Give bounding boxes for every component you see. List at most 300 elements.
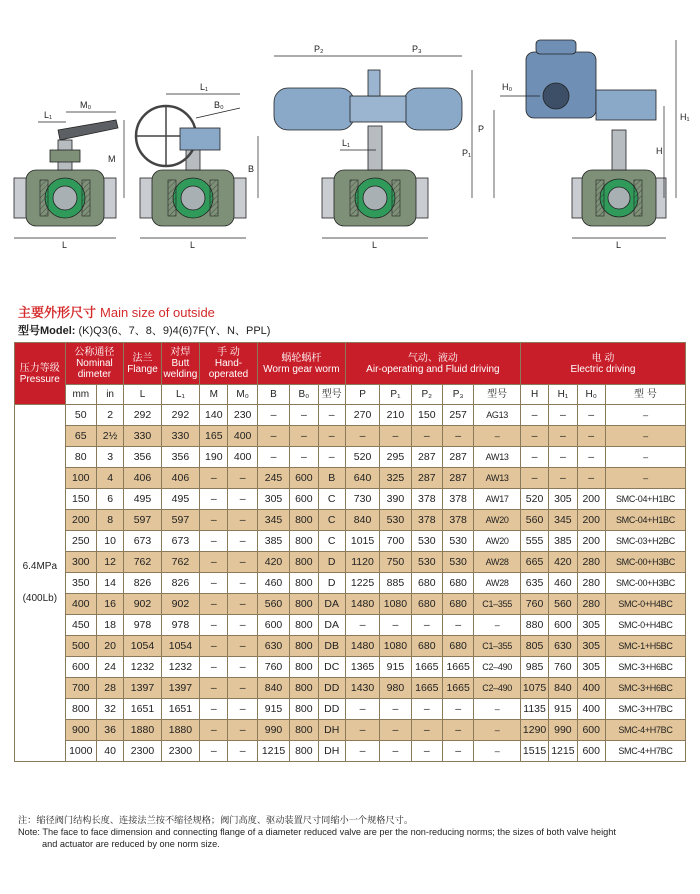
table-cell: C2–490 — [474, 657, 521, 678]
table-cell: 730 — [345, 489, 379, 510]
table-cell: 305 — [577, 615, 605, 636]
table-cell: – — [345, 741, 379, 762]
header-nominal: 公称通径 Nominal dimeter — [65, 343, 124, 385]
table-cell: SMC-0+H4BC — [605, 594, 685, 615]
table-cell: 80 — [65, 447, 96, 468]
header-pressure: 压力等级 Pressure — [15, 343, 66, 405]
table-cell: 800 — [290, 531, 318, 552]
fig4-dim-L: L — [616, 240, 622, 250]
table-cell: – — [345, 426, 379, 447]
table-cell: 1651 — [124, 699, 161, 720]
table-cell: – — [318, 405, 345, 426]
table-cell: 450 — [65, 615, 96, 636]
table-cell: 800 — [290, 699, 318, 720]
table-row — [15, 678, 686, 699]
table-cell: 826 — [161, 573, 199, 594]
table-cell: DD — [318, 678, 345, 699]
table-cell: 378 — [442, 489, 473, 510]
table-cell: 1651 — [161, 699, 199, 720]
table-cell: 18 — [96, 615, 123, 636]
table-cell: – — [411, 426, 442, 447]
subheader-cell: L₁ — [161, 385, 199, 405]
table-cell: 330 — [124, 426, 161, 447]
table-cell: 200 — [577, 489, 605, 510]
table-cell: – — [228, 531, 257, 552]
table-cell: 1120 — [345, 552, 379, 573]
fig1-dim-M0: M₀ — [80, 100, 92, 110]
note-en-1: Note: The face to face dimension and connecting flange of a diameter reduced valve are per the non-reducing norms; the sizes of both valve height — [18, 827, 616, 837]
table-cell: 287 — [442, 468, 473, 489]
fig2-dim-B: B — [248, 164, 255, 174]
figure-pneumatic — [274, 44, 494, 250]
table-cell: DA — [318, 594, 345, 615]
table-cell: 2 — [96, 405, 123, 426]
table-cell: 1080 — [380, 636, 411, 657]
table-cell: 10 — [96, 531, 123, 552]
table-cell: SMC-3+H6BC — [605, 657, 685, 678]
table-cell: 250 — [65, 531, 96, 552]
table-cell: – — [380, 615, 411, 636]
table-cell: – — [200, 720, 228, 741]
table-cell: 295 — [380, 447, 411, 468]
table-cell: 1480 — [345, 636, 379, 657]
table-cell: 385 — [257, 531, 289, 552]
table-cell: 640 — [345, 468, 379, 489]
table-cell: 390 — [380, 489, 411, 510]
table-cell: – — [318, 447, 345, 468]
fig1-dim-L: L — [62, 240, 68, 250]
table-cell: 287 — [411, 447, 442, 468]
table-cell: 990 — [549, 720, 577, 741]
table-cell: 555 — [520, 531, 548, 552]
table-cell: – — [345, 699, 379, 720]
pressure-lb: (400Lb) — [22, 593, 58, 604]
table-cell: – — [605, 447, 685, 468]
table-cell: 2300 — [124, 741, 161, 762]
table-cell: SMC-3+H6BC — [605, 678, 685, 699]
table-cell: – — [318, 426, 345, 447]
table-cell: 345 — [549, 510, 577, 531]
table-cell: 1000 — [65, 741, 96, 762]
table-cell: C1–355 — [474, 594, 521, 615]
table-cell: – — [380, 741, 411, 762]
table-cell: DA — [318, 615, 345, 636]
table-cell: 495 — [124, 489, 161, 510]
table-cell: 597 — [161, 510, 199, 531]
table-cell: 1665 — [411, 657, 442, 678]
table-cell: 1232 — [161, 657, 199, 678]
table-cell: – — [257, 426, 289, 447]
table-cell: 140 — [200, 405, 228, 426]
table-cell: 24 — [96, 657, 123, 678]
table-cell: 2300 — [161, 741, 199, 762]
table-cell: SMC-04+H1BC — [605, 489, 685, 510]
table-cell: 406 — [124, 468, 161, 489]
table-row — [15, 468, 686, 489]
size-table — [14, 342, 686, 762]
table-cell: 400 — [65, 594, 96, 615]
subheader-cell: P₁ — [380, 385, 411, 405]
table-cell: 1054 — [161, 636, 199, 657]
table-cell: 530 — [411, 531, 442, 552]
table-cell: 1225 — [345, 573, 379, 594]
table-cell: 840 — [257, 678, 289, 699]
table-cell: 305 — [549, 489, 577, 510]
table-cell: AW13 — [474, 468, 521, 489]
table-cell: 3 — [96, 447, 123, 468]
table-cell: – — [228, 573, 257, 594]
table-row — [15, 636, 686, 657]
table-cell: – — [345, 615, 379, 636]
subheader-cell: L — [124, 385, 161, 405]
table-cell: 420 — [257, 552, 289, 573]
table-cell: 150 — [65, 489, 96, 510]
table-cell: 560 — [520, 510, 548, 531]
table-row — [15, 510, 686, 531]
table-cell: SMC-00+H3BC — [605, 573, 685, 594]
fig4-dim-H: H — [656, 146, 663, 156]
table-row — [15, 594, 686, 615]
table-cell: 635 — [520, 573, 548, 594]
table-cell: 6 — [96, 489, 123, 510]
table-cell: 680 — [442, 636, 473, 657]
table-cell: – — [577, 426, 605, 447]
figure-hand-operated — [14, 100, 124, 250]
table-cell: 600 — [549, 615, 577, 636]
table-cell: 292 — [124, 405, 161, 426]
table-cell: 400 — [228, 447, 257, 468]
table-cell: 665 — [520, 552, 548, 573]
table-row — [15, 720, 686, 741]
table-cell: – — [605, 426, 685, 447]
table-cell: D — [318, 573, 345, 594]
fig2-dim-L: L — [190, 240, 196, 250]
table-cell: 800 — [290, 657, 318, 678]
table-cell: C1–355 — [474, 636, 521, 657]
table-cell: 1397 — [124, 678, 161, 699]
table-cell: 1880 — [161, 720, 199, 741]
subheader-cell: 型号 — [318, 385, 345, 405]
table-cell: 840 — [345, 510, 379, 531]
table-cell: – — [200, 573, 228, 594]
fig2-dim-L1: L₁ — [200, 82, 209, 92]
fig4-dim-H1: H₁ — [680, 112, 690, 122]
table-cell: 1215 — [257, 741, 289, 762]
table-cell: 1215 — [549, 741, 577, 762]
table-cell: 1365 — [345, 657, 379, 678]
table-cell: 32 — [96, 699, 123, 720]
table-cell: – — [228, 489, 257, 510]
table-cell: 530 — [442, 531, 473, 552]
table-cell: – — [474, 699, 521, 720]
table-cell: 65 — [65, 426, 96, 447]
table-cell: 800 — [290, 720, 318, 741]
table-cell: 1880 — [124, 720, 161, 741]
subheader-cell: 型号 — [474, 385, 521, 405]
table-cell: – — [411, 741, 442, 762]
table-cell: – — [345, 720, 379, 741]
table-cell: – — [474, 615, 521, 636]
subheader-cell: P₂ — [411, 385, 442, 405]
table-cell: – — [290, 447, 318, 468]
table-cell: 40 — [96, 741, 123, 762]
table-cell: – — [577, 405, 605, 426]
subheader-cell: M₀ — [228, 385, 257, 405]
table-cell: 190 — [200, 447, 228, 468]
model-line — [18, 322, 270, 338]
table-cell: – — [200, 615, 228, 636]
table-cell: 280 — [577, 594, 605, 615]
table-cell: – — [474, 426, 521, 447]
fig1-dim-M: M — [108, 154, 116, 164]
table-cell: 560 — [549, 594, 577, 615]
table-cell: 680 — [411, 573, 442, 594]
table-cell: 280 — [577, 552, 605, 573]
subheader-cell: mm — [65, 385, 96, 405]
table-cell: 14 — [96, 573, 123, 594]
table-cell: 356 — [124, 447, 161, 468]
table-cell: 8 — [96, 510, 123, 531]
subheader-cell: 型 号 — [605, 385, 685, 405]
table-cell: SMC-03+H2BC — [605, 531, 685, 552]
subheader-cell: P₃ — [442, 385, 473, 405]
table-row — [15, 489, 686, 510]
table-cell: 210 — [380, 405, 411, 426]
table-cell: DH — [318, 741, 345, 762]
table-cell: 630 — [549, 636, 577, 657]
table-cell: – — [442, 615, 473, 636]
table-cell: SMC-04+H1BC — [605, 510, 685, 531]
table-cell: – — [520, 447, 548, 468]
table-cell: – — [411, 615, 442, 636]
table-row — [15, 552, 686, 573]
table-cell: SMC-4+H7BC — [605, 720, 685, 741]
pressure-cell — [15, 405, 66, 762]
subheader-cell: M — [200, 385, 228, 405]
table-cell: C2–490 — [474, 678, 521, 699]
fig3-dim-L1: L₁ — [342, 138, 351, 148]
table-cell: – — [200, 657, 228, 678]
table-cell: 560 — [257, 594, 289, 615]
table-cell: 760 — [549, 657, 577, 678]
table-cell: 800 — [290, 552, 318, 573]
header-air-fluid: 气动、液动 Air-operating and Fluid driving — [345, 343, 520, 385]
table-cell: 680 — [411, 636, 442, 657]
table-cell: 762 — [124, 552, 161, 573]
table-cell: 530 — [442, 552, 473, 573]
table-cell: – — [474, 720, 521, 741]
subheader-cell: H₀ — [577, 385, 605, 405]
table-cell: 902 — [124, 594, 161, 615]
table-cell: 420 — [549, 552, 577, 573]
header-electric: 电 动 Electric driving — [520, 343, 685, 385]
fig2-dim-B0: B₀ — [214, 100, 224, 110]
model-value: (K)Q3(6、7、8、9)4(6)7F(Y、N、PPL) — [78, 325, 271, 337]
table-cell: – — [200, 531, 228, 552]
model-label: 型号Model: — [18, 325, 76, 337]
table-cell: 230 — [228, 405, 257, 426]
table-cell: 36 — [96, 720, 123, 741]
table-cell: 1480 — [345, 594, 379, 615]
table-cell: – — [474, 741, 521, 762]
table-cell: 200 — [577, 531, 605, 552]
table-cell: 600 — [290, 489, 318, 510]
table-cell: 1430 — [345, 678, 379, 699]
table-row — [15, 426, 686, 447]
table-row — [15, 741, 686, 762]
table-cell: 800 — [290, 615, 318, 636]
fig1-dim-L1: L₁ — [44, 110, 53, 120]
table-cell: 200 — [65, 510, 96, 531]
table-cell: 305 — [257, 489, 289, 510]
table-cell: – — [605, 405, 685, 426]
table-cell: – — [442, 720, 473, 741]
table-cell: 1054 — [124, 636, 161, 657]
table-cell: – — [605, 468, 685, 489]
table-cell: 800 — [290, 510, 318, 531]
table-cell: – — [228, 720, 257, 741]
table-row — [15, 573, 686, 594]
table-cell: – — [520, 405, 548, 426]
fig3-dim-P1: P₁ — [462, 148, 472, 158]
table-cell: – — [200, 468, 228, 489]
table-row — [15, 447, 686, 468]
table-cell: – — [228, 468, 257, 489]
table-cell: 287 — [411, 468, 442, 489]
table-cell: 378 — [442, 510, 473, 531]
section-title — [18, 302, 215, 321]
table-cell: 885 — [380, 573, 411, 594]
table-cell: – — [442, 741, 473, 762]
table-cell: 985 — [520, 657, 548, 678]
table-cell: – — [228, 741, 257, 762]
table-cell: – — [549, 426, 577, 447]
table-cell: 378 — [411, 510, 442, 531]
table-cell: 12 — [96, 552, 123, 573]
table-cell: 673 — [161, 531, 199, 552]
table-cell: 520 — [520, 489, 548, 510]
table-cell: 760 — [520, 594, 548, 615]
table-body — [15, 405, 686, 762]
table-cell: 530 — [411, 552, 442, 573]
fig3-dim-P: P — [478, 124, 485, 134]
fig3-dim-P2: P₂ — [314, 44, 324, 54]
table-cell: – — [520, 426, 548, 447]
table-cell: 900 — [65, 720, 96, 741]
table-cell: 1135 — [520, 699, 548, 720]
table-cell: 800 — [65, 699, 96, 720]
table-cell: 200 — [577, 510, 605, 531]
table-cell: 1665 — [411, 678, 442, 699]
table-cell: SMC-4+H7BC — [605, 741, 685, 762]
subheader-cell: B — [257, 385, 289, 405]
table-cell: 600 — [65, 657, 96, 678]
header-flange: 法兰 Flange — [124, 343, 161, 385]
table-cell: 325 — [380, 468, 411, 489]
table-cell: 680 — [411, 594, 442, 615]
table-cell: 600 — [257, 615, 289, 636]
table-cell: 1015 — [345, 531, 379, 552]
table-cell: 270 — [345, 405, 379, 426]
table-cell: – — [442, 699, 473, 720]
table-cell: SMC-00+H3BC — [605, 552, 685, 573]
table-cell: – — [228, 594, 257, 615]
table-cell: 915 — [257, 699, 289, 720]
table-cell: 20 — [96, 636, 123, 657]
table-cell: 245 — [257, 468, 289, 489]
table-cell: 750 — [380, 552, 411, 573]
table-cell: – — [442, 426, 473, 447]
table-cell: – — [380, 699, 411, 720]
table-cell: 1665 — [442, 678, 473, 699]
table-cell: 300 — [65, 552, 96, 573]
table-cell: 600 — [577, 741, 605, 762]
table-row — [15, 615, 686, 636]
subheader-cell: H — [520, 385, 548, 405]
fig3-dim-L: L — [372, 240, 378, 250]
table-cell: 978 — [124, 615, 161, 636]
table-cell: – — [257, 447, 289, 468]
table-cell: – — [257, 405, 289, 426]
table-cell: 385 — [549, 531, 577, 552]
table-cell: – — [380, 720, 411, 741]
table-cell: 460 — [549, 573, 577, 594]
table-cell: 762 — [161, 552, 199, 573]
table-cell: 597 — [124, 510, 161, 531]
figure-electric — [500, 40, 690, 250]
notes — [18, 814, 688, 850]
table-cell: 305 — [577, 657, 605, 678]
table-cell: 800 — [290, 741, 318, 762]
table-cell: 16 — [96, 594, 123, 615]
table-cell: 800 — [290, 573, 318, 594]
table-cell: 2½ — [96, 426, 123, 447]
table-cell: SMC-0+H4BC — [605, 615, 685, 636]
table-cell: 800 — [290, 636, 318, 657]
table-cell: 915 — [549, 699, 577, 720]
table-cell: AG13 — [474, 405, 521, 426]
table-cell: – — [290, 426, 318, 447]
note-en-2: and actuator are reduced by one norm size. — [42, 839, 220, 849]
table-cell: 805 — [520, 636, 548, 657]
table-cell: – — [228, 657, 257, 678]
section-title-en: Main size of outside — [100, 305, 215, 320]
table-cell: 280 — [577, 573, 605, 594]
table-cell: 460 — [257, 573, 289, 594]
table-cell: 630 — [257, 636, 289, 657]
table-cell: AW20 — [474, 510, 521, 531]
table-cell: D — [318, 552, 345, 573]
table-cell: 495 — [161, 489, 199, 510]
table-cell: – — [577, 468, 605, 489]
table-cell: DC — [318, 657, 345, 678]
table-cell: 406 — [161, 468, 199, 489]
table-cell: AW28 — [474, 573, 521, 594]
table-cell: 400 — [228, 426, 257, 447]
table-cell: 902 — [161, 594, 199, 615]
table-cell: 530 — [380, 510, 411, 531]
table-cell: – — [228, 552, 257, 573]
table-cell: 760 — [257, 657, 289, 678]
table-cell: – — [577, 447, 605, 468]
fig3-dim-P3: P₃ — [412, 44, 422, 54]
table-cell: – — [549, 447, 577, 468]
table-cell: 350 — [65, 573, 96, 594]
table-cell: DH — [318, 720, 345, 741]
section-title-cn: 主要外形尺寸 — [18, 305, 97, 320]
table-cell: 330 — [161, 426, 199, 447]
table-cell: – — [228, 510, 257, 531]
